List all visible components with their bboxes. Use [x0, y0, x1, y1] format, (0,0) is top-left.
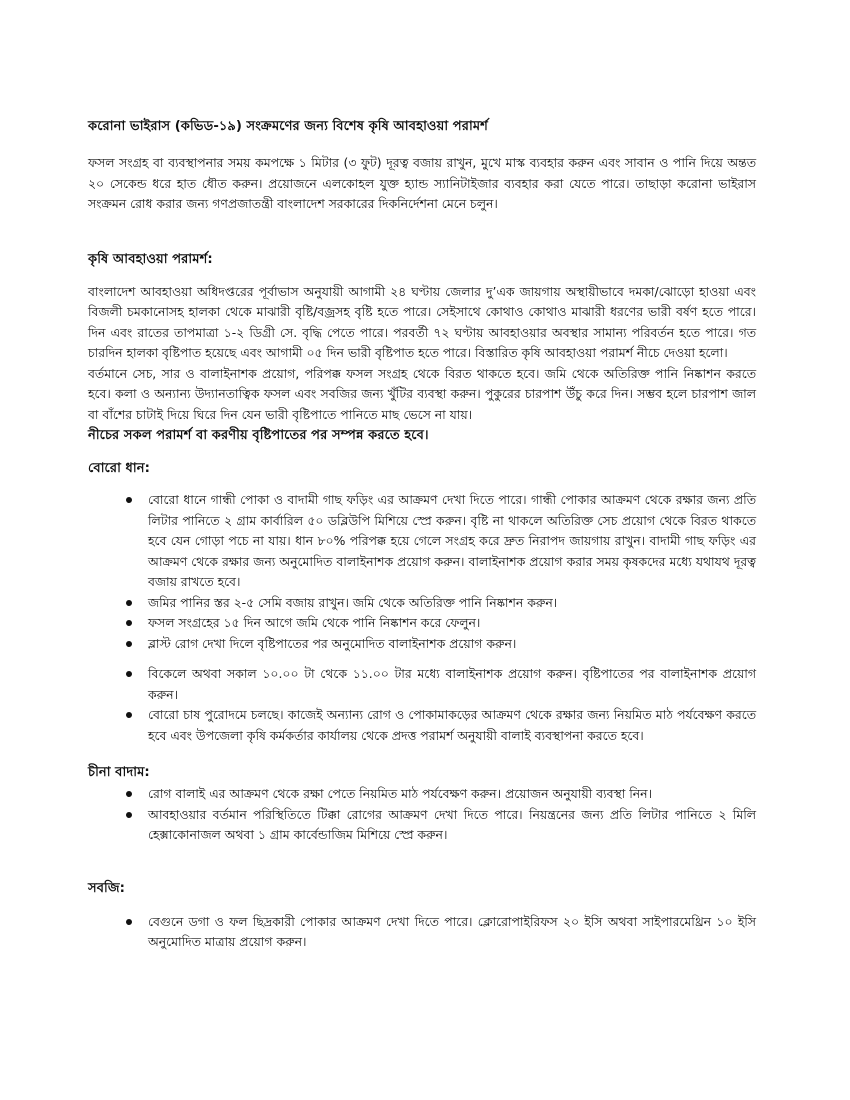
list-item: [88, 784, 756, 805]
boro-list: [88, 490, 756, 746]
document-title: করোনা ভাইরাস (কভিড-১৯) সংক্রমণের জন্য বিশেষ কৃষি আবহাওয়া পরামর্শ: [88, 119, 488, 134]
current-advice-paragraph: বর্তমানে সেচ, সার ও বালাইনাশক প্রয়োগ, পরিপক্ক ফসল সংগ্রহ থেকে বিরত থাকতে হবে। জমি থেকে অতিরিক্ত পানি নিষ্কাশন করতে হবে। কলা ও অন্যান্য উদ্যানতাত্বিক ফসল এবং সবজির জন্য খুঁটির ব্যবস্থা করুন। পুকুরের চারপাশ উঁচু করে দিন। সম্ভব হলে চারপাশ জাল বা বাঁশের চাটাই দিয়ে ঘিরে দিন যেন ভারী বৃষ্টিপাতে পানিতে মাছ ভেসে না যায়।: [88, 365, 756, 422]
list-item: [88, 613, 756, 634]
bullet-icon: [126, 919, 132, 925]
peanut-heading: চীনা বাদাম:: [88, 765, 150, 780]
bullet-icon: [126, 791, 132, 797]
list-item-text: বেগুনে ডগা ও ফল ছিদ্রকারী পোকার আক্রমণ দেখা দিতে পারে। ক্লোরোপাইরিফস ২০ ইসি অথবা সাইপারমেথ্রিন ১০ ইসি অনুমোদিত মাত্রায় প্রয়োগ করুন।: [148, 913, 756, 949]
bullet-icon: [126, 671, 132, 677]
vegetables-list: [88, 912, 756, 953]
intro-paragraph: ফসল সংগ্রহ বা ব্যবস্থাপনার সময় কমপক্ষে ১ মিটার (৩ ফুট) দূরত্ব বজায় রাখুন, মুখে মাস্ক ব্যবহার করুন এবং সাবান ও পানি দিয়ে অন্তত ২০ সেকেন্ড ধরে হাত ধৌত করুন। প্রয়োজনে এলকোহল যুক্ত হ্যান্ড স্যানিটাইজার ব্যবহার করা যেতে পারে। তাছাড়া করোনা ভাইরাস সংক্রমন রোধ করার জন্য গণপ্রজাতন্ত্রী বাংলাদেশ সরকারের দিকনির্দেশনা মেনে চলুন।: [88, 155, 756, 211]
bullet-icon: [126, 497, 132, 503]
rainfall-note: নীচের সকল পরামর্শ বা করণীয় বৃষ্টিপাতের পর সম্পন্ন করতে হবে।: [88, 428, 429, 443]
list-item-text: জমির পানির স্তর ২-৫ সেমি বজায় রাখুন। জমি থেকে অতিরিক্ত পানি নিষ্কাশন করুন।: [148, 594, 558, 610]
advice-heading: কৃষি আবহাওয়া পরামর্শ:: [88, 251, 213, 267]
forecast-paragraph: বাংলাদেশ আবহাওয়া অধিদপ্তরের পূর্বাভাস অনুযায়ী আগামী ২৪ ঘণ্টায় জেলার দু’এক জায়গায় অস্থায়ীভাবে দমকা/ঝোড়ো হাওয়া এবং বিজলী চমকানোসহ হালকা থেকে মাঝারী বৃষ্টি/বজ্রসহ বৃষ্টি হতে পারে। সেইসাথে কোথাও কোথাও মাঝারী ধরণের ভারী বর্ষণ হতে পারে। দিন এবং রাতের তাপমাত্রা ১-২ ডিগ্রী সে. বৃদ্ধি পেতে পারে। পরবর্তী ৭২ ঘণ্টায় আবহাওয়ার অবস্থার সামান্য পরিবর্তন হতে পারে। গত চারদিন হালকা বৃষ্টিপাত হয়েছে এবং আগামী ০৫ দিন ভারী বৃষ্টিপাত হতে পারে। বিস্তারিত কৃষি আবহাওয়া পরামর্শ নীচে দেওয়া হলো।: [88, 283, 756, 360]
bullet-icon: [126, 812, 132, 818]
peanut-list: [88, 784, 756, 846]
list-item: [88, 634, 756, 655]
document-body: [88, 116, 756, 953]
list-item-text: ব্লাস্ট রোগ দেখা দিলে বৃষ্টিপাতের পর অনুমোদিত বালাইনাশক প্রয়োগ করুন।: [148, 635, 517, 651]
bullet-icon: [126, 600, 132, 606]
bullet-icon: [126, 620, 132, 626]
list-item: [88, 805, 756, 846]
vegetables-heading: সবজি:: [88, 880, 125, 896]
list-item: [88, 912, 756, 953]
list-item-text: আবহাওয়ার বর্তমান পরিস্থিতিতে টিক্কা রোগের আক্রমণ দেখা দিতে পারে। নিয়ন্ত্রনের জন্য প্রতি লিটার পানিতে ২ মিলি হেক্সাকোনাজল অথবা ১ গ্রাম কার্বেন্ডাজিম মিশিয়ে স্প্রে করুন।: [148, 806, 756, 842]
list-item-text: বিকেলে অথবা সকাল ১০.০০ টা থেকে ১১.০০ টার মধ্যে বালাইনাশক প্রয়োগ করুন। বৃষ্টিপাতের পর বালাইনাশক প্রয়োগ করুন।: [148, 666, 756, 702]
list-item-text: রোগ বালাই এর আক্রমণ থেকে রক্ষা পেতে নিয়মিত মাঠ পর্যবেক্ষণ করুন। প্রয়োজন অনুযায়ী ব্যবস্থা নিন।: [148, 786, 653, 801]
list-item: [88, 705, 756, 746]
list-item: [88, 490, 756, 593]
list-item: [88, 593, 756, 614]
bullet-icon: [126, 712, 132, 718]
list-item: [88, 664, 756, 705]
list-item-text: বোরো চাষ পুরোদমে চলছে। কাজেই অন্যান্য রোগ ও পোকামাকড়ের আক্রমণ থেকে রক্ষার জন্য নিয়মিত মাঠ পর্যবেক্ষণ করতে হবে এবং উপজেলা কৃষি কর্মকর্তার কার্যালয় থেকে প্রদত্ত পরামর্শ অনুযায়ী বালাই ব্যবস্থাপনা করতে হবে।: [148, 707, 756, 743]
list-item-text: বোরো ধানে গান্ধী পোকা ও বাদামী গাছ ফড়িং এর আক্রমণ দেখা দিতে পারে। গান্ধী পোকার আক্রমণ থেকে রক্ষার জন্য প্রতি লিটার পানিতে ২ গ্রাম কার্বারিল ৫০ ডব্লিউপি মিশিয়ে স্প্রে করুন। বৃষ্টি না থাকলে অতিরিক্ত সেচ প্রয়োগ থেকে বিরত থাকতে হবে যেন গোড়া পচে না যায়। ধান ৮০% পরিপক্ক হয়ে গেলে সংগ্রহ করে দ্রুত নিরাপদ জায়গায় রাখুন। বাদামী গাছ ফড়িং এর আক্রমণ থেকে রক্ষার জন্য অনুমোদিত বালাইনাশক প্রয়োগ করুন। বালাইনাশক প্রয়োগ করার সময় কৃষকদের মধ্যে যথাযথ দূরত্ব বজায় রাখতে হবে।: [148, 492, 756, 589]
boro-heading: বোরো ধান:: [88, 461, 150, 476]
bullet-icon: [126, 641, 132, 647]
list-item-text: ফসল সংগ্রহের ১৫ দিন আগে জমি থেকে পানি নিষ্কাশন করে ফেলুন।: [148, 615, 481, 630]
